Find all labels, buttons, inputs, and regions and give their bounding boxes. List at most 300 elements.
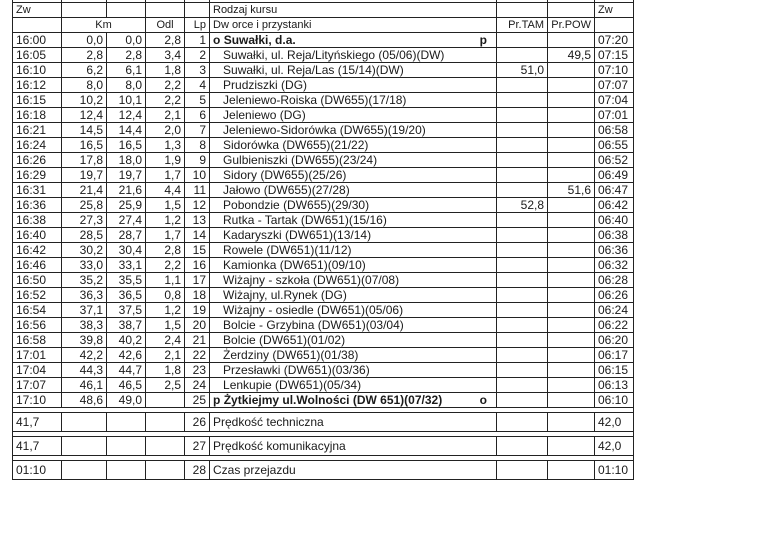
return-time: 06:55 bbox=[595, 138, 634, 153]
pr-pow-value bbox=[548, 243, 595, 258]
distance-value: 1,1 bbox=[146, 273, 185, 288]
stop-number: 17 bbox=[185, 273, 210, 288]
km-value: 19,7 bbox=[62, 168, 107, 183]
table-row bbox=[13, 48, 634, 63]
stop-name: Przesławki (DW651)(03/36) bbox=[223, 363, 370, 377]
stop-mark-post bbox=[487, 228, 493, 242]
stop-number: 4 bbox=[185, 78, 210, 93]
footer-number: 27 bbox=[185, 437, 210, 456]
table-row bbox=[13, 288, 634, 303]
stop-number: 7 bbox=[185, 123, 210, 138]
table-row bbox=[13, 243, 634, 258]
table-row bbox=[13, 318, 634, 333]
return-time: 06:38 bbox=[595, 228, 634, 243]
km-value-alt: 8,0 bbox=[107, 78, 146, 93]
distance-value bbox=[146, 393, 185, 408]
stop-number: 16 bbox=[185, 258, 210, 273]
return-time: 06:13 bbox=[595, 378, 634, 393]
stop-mark-post bbox=[487, 243, 493, 257]
stop-cell bbox=[210, 393, 497, 408]
footer-value-right: 42,0 bbox=[595, 437, 634, 456]
header-stops: Dw orce i przystanki bbox=[210, 18, 497, 33]
km-value-alt: 16,5 bbox=[107, 138, 146, 153]
stop-cell bbox=[210, 378, 497, 393]
stop-cell bbox=[210, 288, 497, 303]
stop-mark-post bbox=[487, 138, 493, 152]
stop-mark-post: o bbox=[479, 393, 487, 407]
footer-row bbox=[13, 413, 634, 432]
pr-tam-value bbox=[497, 138, 548, 153]
stop-mark-post bbox=[487, 258, 493, 272]
table-row bbox=[13, 93, 634, 108]
stop-name: Lenkupie (DW651)(05/34) bbox=[223, 378, 362, 392]
km-value: 37,1 bbox=[62, 303, 107, 318]
stop-mark-pre: o bbox=[213, 33, 221, 47]
header-rodzaj-kursu: Rodzaj kursu bbox=[210, 3, 497, 18]
stop-number: 1 bbox=[185, 33, 210, 48]
stop-name: Prudziszki (DG) bbox=[223, 78, 308, 92]
stop-number: 18 bbox=[185, 288, 210, 303]
departure-time: 16:38 bbox=[13, 213, 62, 228]
distance-value: 1,2 bbox=[146, 303, 185, 318]
stop-mark-post bbox=[487, 123, 493, 137]
stop-name: Żytkiejmy ul.Wolności (DW 651)(07/32) bbox=[223, 393, 443, 407]
stop-mark-post bbox=[487, 333, 493, 347]
table-row bbox=[13, 153, 634, 168]
stop-number: 3 bbox=[185, 63, 210, 78]
km-value-alt: 33,1 bbox=[107, 258, 146, 273]
stop-cell bbox=[210, 78, 497, 93]
stop-cell bbox=[210, 168, 497, 183]
stop-cell bbox=[210, 243, 497, 258]
pr-pow-value bbox=[548, 213, 595, 228]
return-time: 06:24 bbox=[595, 303, 634, 318]
stop-number: 5 bbox=[185, 93, 210, 108]
header-row-2 bbox=[13, 3, 634, 18]
table-row bbox=[13, 198, 634, 213]
pr-tam-value bbox=[497, 393, 548, 408]
distance-value: 2,5 bbox=[146, 378, 185, 393]
footer-row bbox=[13, 437, 634, 456]
km-value: 35,2 bbox=[62, 273, 107, 288]
stop-cell bbox=[210, 303, 497, 318]
stop-cell bbox=[210, 93, 497, 108]
distance-value: 1,9 bbox=[146, 153, 185, 168]
stop-mark-post bbox=[487, 378, 493, 392]
pr-pow-value bbox=[548, 63, 595, 78]
pr-pow-value: 49,5 bbox=[548, 48, 595, 63]
table-row bbox=[13, 228, 634, 243]
distance-value: 1,5 bbox=[146, 318, 185, 333]
stop-name: Bolcie - Grzybina (DW651)(03/04) bbox=[223, 318, 404, 332]
return-time: 06:22 bbox=[595, 318, 634, 333]
stop-name: Żerdziny (DW651)(01/38) bbox=[223, 348, 359, 362]
stop-mark-pre: p bbox=[213, 393, 221, 407]
pr-pow-value bbox=[548, 93, 595, 108]
departure-time: 16:40 bbox=[13, 228, 62, 243]
departure-time: 16:42 bbox=[13, 243, 62, 258]
table-row bbox=[13, 333, 634, 348]
pr-pow-value bbox=[548, 228, 595, 243]
stop-mark-post: p bbox=[479, 33, 487, 47]
km-value: 33,0 bbox=[62, 258, 107, 273]
stop-name: Kamionka (DW651)(09/10) bbox=[223, 258, 366, 272]
km-value-alt: 12,4 bbox=[107, 108, 146, 123]
stop-name: Suwałki, ul. Reja/Lityńskiego (05/06)(DW) bbox=[223, 48, 445, 62]
return-time: 06:49 bbox=[595, 168, 634, 183]
stop-mark-post bbox=[487, 93, 493, 107]
distance-value: 3,4 bbox=[146, 48, 185, 63]
stop-name: Gulbieniszki (DW655)(23/24) bbox=[223, 153, 378, 167]
km-value-alt: 28,7 bbox=[107, 228, 146, 243]
stop-name: Wiżajny - szkoła (DW651)(07/08) bbox=[223, 273, 400, 287]
stop-name: Kadaryszki (DW651)(13/14) bbox=[223, 228, 372, 242]
table-row bbox=[13, 273, 634, 288]
return-time: 07:01 bbox=[595, 108, 634, 123]
distance-value: 2,0 bbox=[146, 123, 185, 138]
stop-number: 21 bbox=[185, 333, 210, 348]
stop-name: Suwałki, d.a. bbox=[223, 33, 296, 47]
pr-pow-value bbox=[548, 168, 595, 183]
km-value: 14,5 bbox=[62, 123, 107, 138]
km-value: 30,2 bbox=[62, 243, 107, 258]
footer-number: 26 bbox=[185, 413, 210, 432]
stop-mark-post bbox=[487, 48, 493, 62]
distance-value: 2,2 bbox=[146, 78, 185, 93]
stop-cell bbox=[210, 213, 497, 228]
stop-mark-post bbox=[487, 363, 493, 377]
stop-name: Suwałki, ul. Reja/Las (15/14)(DW) bbox=[223, 63, 404, 77]
km-value-alt: 37,5 bbox=[107, 303, 146, 318]
return-time: 06:32 bbox=[595, 258, 634, 273]
table-row bbox=[13, 63, 634, 78]
pr-pow-value bbox=[548, 153, 595, 168]
stop-number: 10 bbox=[185, 168, 210, 183]
departure-time: 17:04 bbox=[13, 363, 62, 378]
table-row bbox=[13, 138, 634, 153]
pr-pow-value bbox=[548, 348, 595, 363]
pr-pow-value bbox=[548, 363, 595, 378]
departure-time: 16:36 bbox=[13, 198, 62, 213]
stop-name: Wiżajny, ul.Rynek (DG) bbox=[223, 288, 347, 302]
return-time: 06:42 bbox=[595, 198, 634, 213]
km-value: 42,2 bbox=[62, 348, 107, 363]
distance-value: 0,8 bbox=[146, 288, 185, 303]
km-value-alt: 27,4 bbox=[107, 213, 146, 228]
stop-cell bbox=[210, 63, 497, 78]
pr-tam-value bbox=[497, 243, 548, 258]
stop-cell bbox=[210, 318, 497, 333]
footer-label: Prędkość komunikacyjna bbox=[210, 437, 497, 456]
distance-value: 2,1 bbox=[146, 348, 185, 363]
return-time: 06:28 bbox=[595, 273, 634, 288]
pr-pow-value bbox=[548, 123, 595, 138]
return-time: 06:52 bbox=[595, 153, 634, 168]
stop-name: Rutka - Tartak (DW651)(15/16) bbox=[223, 213, 387, 227]
footer-row bbox=[13, 461, 634, 480]
km-value-alt: 40,2 bbox=[107, 333, 146, 348]
return-time: 07:15 bbox=[595, 48, 634, 63]
stop-number: 19 bbox=[185, 303, 210, 318]
km-value-alt: 46,5 bbox=[107, 378, 146, 393]
pr-pow-value bbox=[548, 198, 595, 213]
stop-mark-post bbox=[487, 153, 493, 167]
return-time: 07:07 bbox=[595, 78, 634, 93]
pr-tam-value bbox=[497, 33, 548, 48]
pr-tam-value bbox=[497, 318, 548, 333]
stop-name: Jeleniewo-Roiska (DW655)(17/18) bbox=[223, 93, 407, 107]
pr-tam-value bbox=[497, 288, 548, 303]
departure-time: 17:10 bbox=[13, 393, 62, 408]
pr-tam-value bbox=[497, 303, 548, 318]
stop-cell bbox=[210, 153, 497, 168]
footer-value-right: 42,0 bbox=[595, 413, 634, 432]
pr-tam-value: 52,8 bbox=[497, 198, 548, 213]
pr-tam-value bbox=[497, 108, 548, 123]
table-row bbox=[13, 363, 634, 378]
pr-pow-value bbox=[548, 273, 595, 288]
stop-cell bbox=[210, 228, 497, 243]
stop-number: 15 bbox=[185, 243, 210, 258]
km-value-alt: 21,6 bbox=[107, 183, 146, 198]
stop-mark-post bbox=[487, 168, 493, 182]
km-value: 44,3 bbox=[62, 363, 107, 378]
return-time: 06:15 bbox=[595, 363, 634, 378]
stop-mark-post bbox=[487, 198, 493, 212]
stop-cell bbox=[210, 33, 497, 48]
stop-mark-post bbox=[487, 303, 493, 317]
header-odl: Odl bbox=[146, 18, 185, 33]
table-row bbox=[13, 123, 634, 138]
footer-value-right: 01:10 bbox=[595, 461, 634, 480]
stop-cell bbox=[210, 363, 497, 378]
departure-time: 17:07 bbox=[13, 378, 62, 393]
distance-value: 1,3 bbox=[146, 138, 185, 153]
departure-time: 16:56 bbox=[13, 318, 62, 333]
distance-value: 2,1 bbox=[146, 108, 185, 123]
pr-tam-value: 51,0 bbox=[497, 63, 548, 78]
stop-mark-post bbox=[487, 108, 493, 122]
km-value: 16,5 bbox=[62, 138, 107, 153]
km-value-alt: 30,4 bbox=[107, 243, 146, 258]
return-time: 06:26 bbox=[595, 288, 634, 303]
distance-value: 2,2 bbox=[146, 258, 185, 273]
stop-cell bbox=[210, 48, 497, 63]
stop-mark-post bbox=[487, 318, 493, 332]
stop-name: Wiżajny - osiedle (DW651)(05/06) bbox=[223, 303, 404, 317]
stop-mark-post bbox=[487, 288, 493, 302]
km-value-alt: 2,8 bbox=[107, 48, 146, 63]
table-row bbox=[13, 303, 634, 318]
timetable bbox=[12, 0, 634, 480]
km-value-alt: 35,5 bbox=[107, 273, 146, 288]
departure-time: 16:54 bbox=[13, 303, 62, 318]
km-value-alt: 6,1 bbox=[107, 63, 146, 78]
pr-tam-value bbox=[497, 123, 548, 138]
km-value: 39,8 bbox=[62, 333, 107, 348]
header-zw-left: Zw bbox=[13, 3, 62, 18]
table-row bbox=[13, 78, 634, 93]
pr-pow-value bbox=[548, 393, 595, 408]
km-value: 12,4 bbox=[62, 108, 107, 123]
table-row bbox=[13, 183, 634, 198]
km-value-alt: 18,0 bbox=[107, 153, 146, 168]
header-km: Km bbox=[62, 18, 146, 33]
distance-value: 2,8 bbox=[146, 243, 185, 258]
pr-pow-value bbox=[548, 258, 595, 273]
pr-pow-value bbox=[548, 303, 595, 318]
stop-mark-post bbox=[487, 63, 493, 77]
table-row bbox=[13, 258, 634, 273]
table-row bbox=[13, 108, 634, 123]
pr-pow-value bbox=[548, 318, 595, 333]
departure-time: 16:18 bbox=[13, 108, 62, 123]
km-value: 36,3 bbox=[62, 288, 107, 303]
departure-time: 16:15 bbox=[13, 93, 62, 108]
return-time: 07:10 bbox=[595, 63, 634, 78]
distance-value: 4,4 bbox=[146, 183, 185, 198]
pr-tam-value bbox=[497, 258, 548, 273]
header-pr-tam: Pr.TAM bbox=[497, 18, 548, 33]
stop-name: Jeleniewo (DG) bbox=[223, 108, 306, 122]
return-time: 06:58 bbox=[595, 123, 634, 138]
stop-name: Bolcie (DW651)(01/02) bbox=[223, 333, 346, 347]
pr-pow-value bbox=[548, 78, 595, 93]
stop-cell bbox=[210, 333, 497, 348]
header-columns bbox=[13, 18, 634, 33]
return-time: 07:04 bbox=[595, 93, 634, 108]
pr-tam-value bbox=[497, 153, 548, 168]
footer-label: Czas przejazdu bbox=[210, 461, 497, 480]
km-value-alt: 19,7 bbox=[107, 168, 146, 183]
distance-value: 2,8 bbox=[146, 33, 185, 48]
pr-tam-value bbox=[497, 183, 548, 198]
distance-value: 1,8 bbox=[146, 63, 185, 78]
km-value: 0,0 bbox=[62, 33, 107, 48]
distance-value: 2,4 bbox=[146, 333, 185, 348]
stop-cell bbox=[210, 138, 497, 153]
distance-value: 2,2 bbox=[146, 93, 185, 108]
pr-pow-value: 51,6 bbox=[548, 183, 595, 198]
stop-cell bbox=[210, 123, 497, 138]
return-time: 07:20 bbox=[595, 33, 634, 48]
table-row bbox=[13, 168, 634, 183]
pr-pow-value bbox=[548, 288, 595, 303]
stop-name: Pobondzie (DW655)(29/30) bbox=[223, 198, 370, 212]
stop-cell bbox=[210, 258, 497, 273]
stop-number: 25 bbox=[185, 393, 210, 408]
km-value-alt: 49,0 bbox=[107, 393, 146, 408]
stop-name: Jeleniewo-Sidorówka (DW655)(19/20) bbox=[223, 123, 426, 137]
return-time: 06:10 bbox=[595, 393, 634, 408]
stop-mark-post bbox=[487, 213, 493, 227]
pr-pow-value bbox=[548, 33, 595, 48]
footer-value-left: 41,7 bbox=[13, 437, 62, 456]
stop-number: 8 bbox=[185, 138, 210, 153]
pr-tam-value bbox=[497, 348, 548, 363]
stop-number: 6 bbox=[185, 108, 210, 123]
departure-time: 16:50 bbox=[13, 273, 62, 288]
stop-number: 20 bbox=[185, 318, 210, 333]
stop-name: Rowele (DW651)(11/12) bbox=[223, 243, 352, 257]
km-value: 6,2 bbox=[62, 63, 107, 78]
stop-number: 12 bbox=[185, 198, 210, 213]
departure-time: 16:00 bbox=[13, 33, 62, 48]
return-time: 06:36 bbox=[595, 243, 634, 258]
km-value: 46,1 bbox=[62, 378, 107, 393]
departure-time: 16:24 bbox=[13, 138, 62, 153]
pr-tam-value bbox=[497, 48, 548, 63]
return-time: 06:20 bbox=[595, 333, 634, 348]
departure-time: 16:46 bbox=[13, 258, 62, 273]
stop-mark-post bbox=[487, 348, 493, 362]
pr-tam-value bbox=[497, 93, 548, 108]
pr-pow-value bbox=[548, 333, 595, 348]
km-value: 48,6 bbox=[62, 393, 107, 408]
pr-pow-value bbox=[548, 138, 595, 153]
pr-tam-value bbox=[497, 363, 548, 378]
departure-time: 17:01 bbox=[13, 348, 62, 363]
footer-value-left: 01:10 bbox=[13, 461, 62, 480]
departure-time: 16:26 bbox=[13, 153, 62, 168]
stop-mark-post bbox=[487, 273, 493, 287]
departure-time: 16:05 bbox=[13, 48, 62, 63]
stop-number: 13 bbox=[185, 213, 210, 228]
header-pr-pow: Pr.POW bbox=[548, 18, 595, 33]
pr-pow-value bbox=[548, 108, 595, 123]
stop-number: 14 bbox=[185, 228, 210, 243]
km-value-alt: 36,5 bbox=[107, 288, 146, 303]
distance-value: 1,7 bbox=[146, 228, 185, 243]
km-value: 21,4 bbox=[62, 183, 107, 198]
departure-time: 16:31 bbox=[13, 183, 62, 198]
stop-name: Sidory (DW655)(25/26) bbox=[223, 168, 347, 182]
stop-cell bbox=[210, 273, 497, 288]
km-value: 38,3 bbox=[62, 318, 107, 333]
km-value: 8,0 bbox=[62, 78, 107, 93]
km-value: 17,8 bbox=[62, 153, 107, 168]
stop-number: 11 bbox=[185, 183, 210, 198]
departure-time: 16:10 bbox=[13, 63, 62, 78]
km-value-alt: 14,4 bbox=[107, 123, 146, 138]
pr-tam-value bbox=[497, 78, 548, 93]
stop-mark-post bbox=[487, 78, 493, 92]
departure-time: 16:12 bbox=[13, 78, 62, 93]
footer-value-left: 41,7 bbox=[13, 413, 62, 432]
stop-cell bbox=[210, 183, 497, 198]
stop-number: 22 bbox=[185, 348, 210, 363]
distance-value: 1,5 bbox=[146, 198, 185, 213]
km-value: 25,8 bbox=[62, 198, 107, 213]
table-row bbox=[13, 378, 634, 393]
departure-time: 16:58 bbox=[13, 333, 62, 348]
pr-tam-value bbox=[497, 228, 548, 243]
stop-number: 24 bbox=[185, 378, 210, 393]
table-row bbox=[13, 213, 634, 228]
departure-time: 16:52 bbox=[13, 288, 62, 303]
footer-label: Prędkość techniczna bbox=[210, 413, 497, 432]
stop-name: Sidorówka (DW655)(21/22) bbox=[223, 138, 369, 152]
km-value-alt: 10,1 bbox=[107, 93, 146, 108]
km-value-alt: 38,7 bbox=[107, 318, 146, 333]
km-value-alt: 0,0 bbox=[107, 33, 146, 48]
departure-time: 16:21 bbox=[13, 123, 62, 138]
table-row bbox=[13, 33, 634, 48]
pr-tam-value bbox=[497, 273, 548, 288]
stop-number: 2 bbox=[185, 48, 210, 63]
table-row bbox=[13, 348, 634, 363]
km-value: 10,2 bbox=[62, 93, 107, 108]
